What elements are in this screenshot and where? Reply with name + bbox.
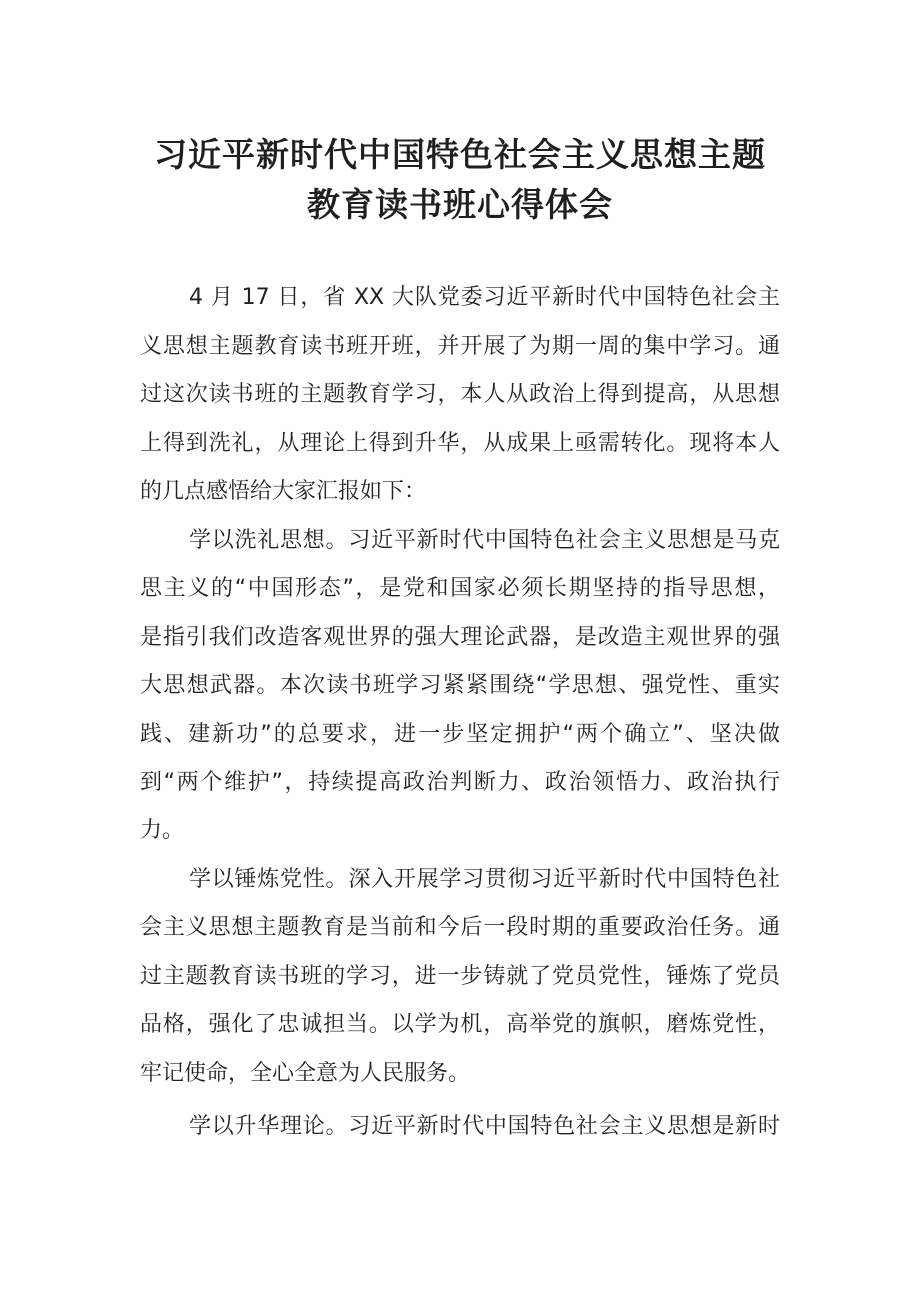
paragraph-line: 到“两个维护”，持续提高政治判断力、政治领悟力、政治执行 bbox=[140, 770, 781, 795]
paragraph-line: 会主义思想主题教育是当前和今后一段时期的重要政治任务。通 bbox=[140, 915, 780, 940]
paragraph-line: 思主义的“中国形态”，是党和国家必须长期坚持的指导思想， bbox=[140, 576, 781, 601]
paragraph-line: 学以锤炼党性。深入开展学习贯彻习近平新时代中国特色社 bbox=[189, 867, 780, 892]
paragraph-line: 过主题教育读书班的学习，进一步铸就了党员党性，锤炼了党员 bbox=[140, 964, 780, 989]
paragraph-line: 的几点感悟给大家汇报如下： bbox=[140, 479, 427, 504]
paragraph-line: 品格，强化了忠诚担当。以学为机，高举党的旗帜，磨炼党性， bbox=[140, 1012, 780, 1037]
paragraph-line: 大思想武器。本次读书班学习紧紧围绕“学思想、强党性、重实 bbox=[140, 673, 780, 698]
paragraph-line: 力。 bbox=[140, 818, 185, 843]
paragraph-line: 上得到洗礼，从理论上得到升华，从成果上亟需转化。现将本人 bbox=[140, 431, 780, 456]
paragraph-line: 学以升华理论。习近平新时代中国特色社会主义思想是新时 bbox=[189, 1114, 780, 1139]
paragraph-line: 践、建新功”的总要求，进一步坚定拥护“两个确立”、坚决做 bbox=[140, 722, 780, 747]
paragraph-line: 是指引我们改造客观世界的强大理论武器，是改造主观世界的强 bbox=[140, 625, 780, 650]
paragraph-line: 义思想主题教育读书班开班，并开展了为期一周的集中学习。通 bbox=[140, 334, 780, 359]
paragraph-line: 4 月 17 日，省 XX 大队党委习近平新时代中国特色社会主 bbox=[189, 285, 780, 310]
document-title-line-1: 习近平新时代中国特色社会主义思想主题 bbox=[154, 135, 766, 174]
paragraph-line: 学以洗礼思想。习近平新时代中国特色社会主义思想是马克 bbox=[189, 528, 780, 553]
paragraph-line: 牢记使命，全心全意为人民服务。 bbox=[140, 1061, 471, 1086]
document-title-line-2: 教育读书班心得体会 bbox=[307, 185, 613, 224]
paragraph-line: 过这次读书班的主题教育学习，本人从政治上得到提高，从思想 bbox=[140, 382, 780, 407]
